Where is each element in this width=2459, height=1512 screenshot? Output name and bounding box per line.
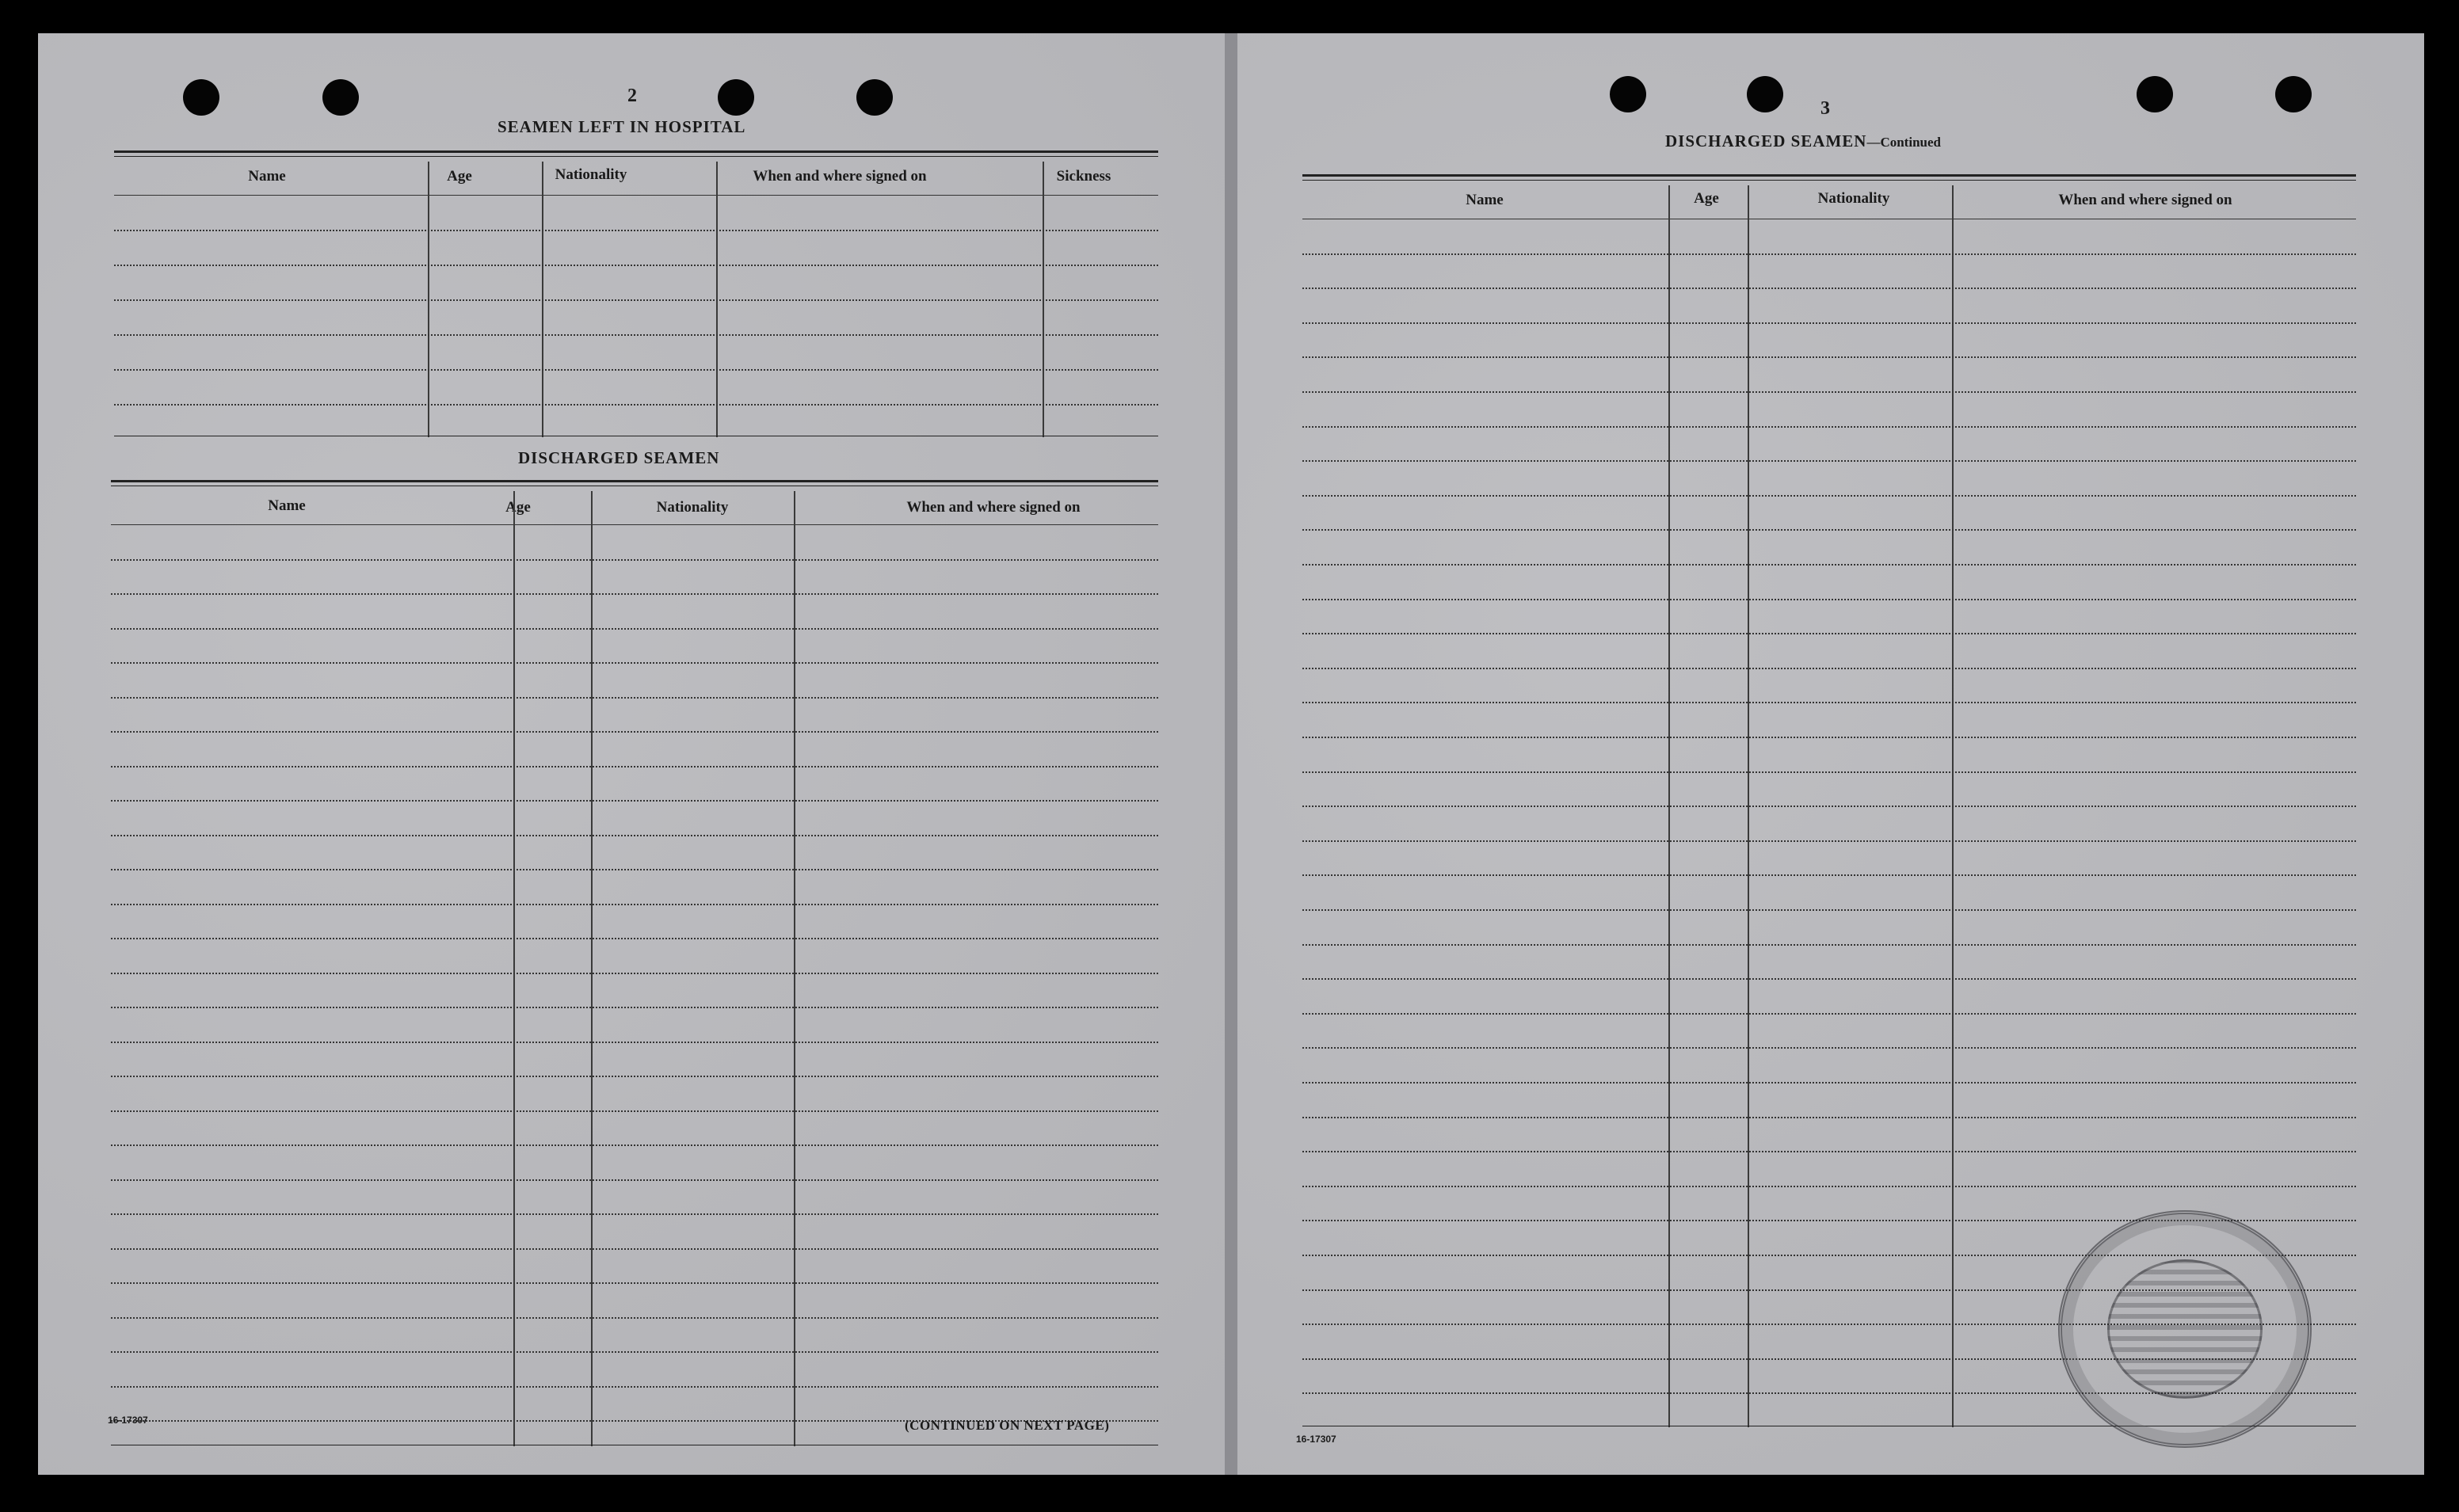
form-row-line (1302, 737, 2356, 738)
column-header: Nationality (1817, 190, 1890, 207)
column-header: Name (1466, 192, 1504, 208)
form-row-line (1302, 909, 2356, 911)
page-number: 3 (1820, 98, 1830, 119)
discharged-section-title: DISCHARGED SEAMEN (518, 448, 720, 467)
stamp-center (2107, 1259, 2263, 1399)
form-row-line (1302, 944, 2356, 946)
form-number: 16-17307 (108, 1415, 148, 1426)
form-row-line (111, 662, 1158, 664)
form-row-line (111, 938, 1158, 939)
punch-hole (183, 79, 219, 116)
form-row-line (1302, 1186, 2356, 1187)
form-row-line (111, 1213, 1158, 1215)
page-fold (1225, 33, 1237, 1475)
form-row-line (1302, 806, 2356, 807)
column-header: Nationality (656, 499, 729, 516)
column-header: When and where signed on (753, 168, 927, 185)
column-header: Name (248, 168, 286, 185)
form-row-line (1302, 1047, 2356, 1049)
form-row-line (1302, 702, 2356, 703)
form-row-line (1302, 668, 2356, 669)
form-row-line (1302, 599, 2356, 600)
form-row-line (1302, 1117, 2356, 1118)
column-divider (513, 491, 515, 1446)
form-row-line (111, 731, 1158, 733)
form-row-line (114, 265, 1158, 266)
form-row-line (111, 1042, 1158, 1043)
hospital-section-title: SEAMEN LEFT IN HOSPITAL (498, 117, 746, 136)
punch-hole (1610, 76, 1646, 112)
column-header: Age (447, 168, 472, 185)
form-row-line (1302, 840, 2356, 842)
punch-hole (322, 79, 359, 116)
punch-hole (1747, 76, 1783, 112)
form-row-line (1302, 771, 2356, 773)
round-stamp (2058, 1210, 2312, 1448)
form-row-line (111, 904, 1158, 905)
column-header: Age (505, 499, 531, 516)
form-row-line (114, 334, 1158, 336)
punch-hole (856, 79, 893, 116)
form-row-line (1302, 633, 2356, 634)
right-page (1237, 33, 2424, 1475)
form-row-line (111, 1282, 1158, 1284)
form-row-line (111, 973, 1158, 974)
form-row-line (1302, 529, 2356, 531)
form-row-line (1302, 1013, 2356, 1015)
form-row-line (1302, 426, 2356, 428)
form-row-line (1302, 495, 2356, 497)
form-row-line (114, 404, 1158, 406)
form-row-line (114, 299, 1158, 301)
form-row-line (1302, 1151, 2356, 1152)
form-row-line (111, 835, 1158, 836)
discharged-table (111, 480, 1158, 1446)
form-row-line (111, 1110, 1158, 1112)
column-header: Nationality (555, 166, 627, 183)
form-row-line (1302, 978, 2356, 980)
form-row-line (111, 869, 1158, 870)
header-underline (111, 524, 1158, 525)
column-header: Age (1694, 190, 1719, 207)
punch-hole (2275, 76, 2312, 112)
form-row-line (111, 1076, 1158, 1077)
form-row-line (1302, 391, 2356, 393)
form-row-line (1302, 564, 2356, 566)
page-number: 2 (627, 86, 637, 106)
discharged-continued-title: DISCHARGED SEAMEN—Continued (1665, 131, 1941, 150)
form-row-line (111, 628, 1158, 630)
form-row-line (111, 1386, 1158, 1388)
form-row-line (111, 1144, 1158, 1146)
form-row-line (111, 1179, 1158, 1181)
header-underline (114, 195, 1158, 196)
punch-hole (718, 79, 754, 116)
hospital-table (114, 150, 1158, 437)
form-row-line (1302, 253, 2356, 255)
form-row-line (1302, 322, 2356, 324)
form-row-line (111, 800, 1158, 802)
column-divider (794, 491, 795, 1446)
form-number: 16-17307 (1296, 1434, 1336, 1445)
form-row-line (1302, 356, 2356, 358)
form-row-line (111, 697, 1158, 699)
form-row-line (111, 1248, 1158, 1250)
form-row-line (111, 1007, 1158, 1008)
column-header: Sickness (1056, 168, 1111, 185)
form-row-line (111, 766, 1158, 767)
continued-note: (CONTINUED ON NEXT PAGE) (905, 1418, 1110, 1433)
form-row-line (1302, 1082, 2356, 1084)
column-divider (591, 491, 593, 1446)
form-row-line (114, 369, 1158, 371)
form-row-line (111, 593, 1158, 595)
left-page (38, 33, 1225, 1475)
form-row-line (1302, 288, 2356, 289)
form-row-line (111, 1317, 1158, 1319)
column-header: When and where signed on (906, 499, 1081, 516)
form-row-line (114, 230, 1158, 231)
column-header: When and where signed on (2058, 192, 2232, 208)
punch-hole (2137, 76, 2173, 112)
form-row-line (111, 559, 1158, 561)
form-row-line (1302, 874, 2356, 876)
column-header: Name (268, 497, 306, 514)
form-row-line (111, 1351, 1158, 1353)
form-row-line (1302, 460, 2356, 462)
